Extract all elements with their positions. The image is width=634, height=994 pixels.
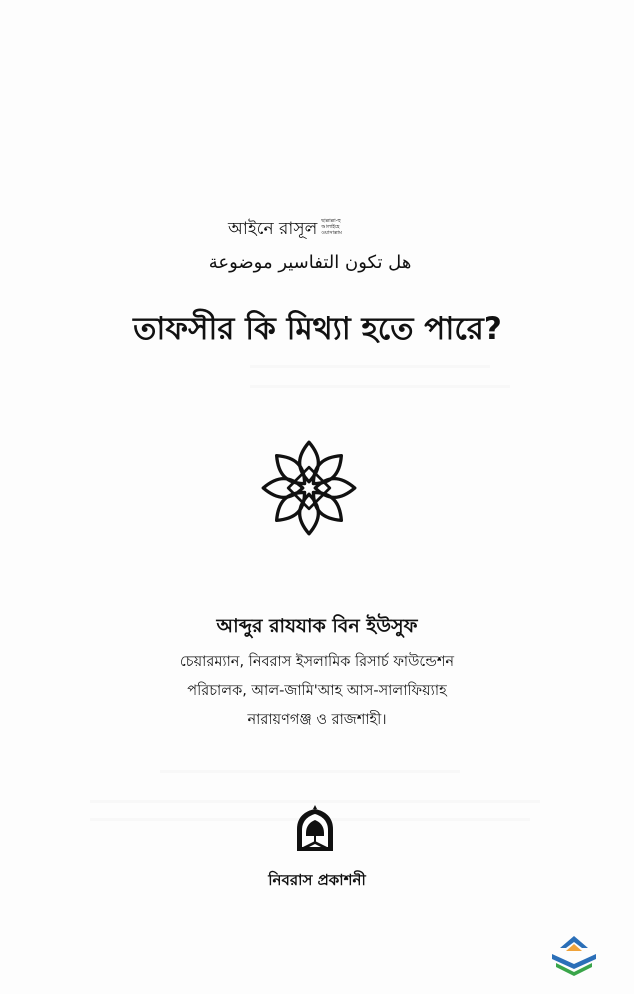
- author-position-line: পরিচালক, আল-জামি'আহ আস-সালাফিয়্যাহ: [187, 683, 447, 699]
- lotus-flower-icon: [257, 436, 361, 540]
- mosque-book-logo-icon: [291, 803, 339, 855]
- honorific-line: আলাইহে: [321, 224, 340, 230]
- book-title: তাফসীর কি মিথ্যা হতে পারে?: [133, 311, 502, 347]
- arabic-title: هل تكون التفاسير موضوعة: [208, 252, 412, 273]
- honorific-calligraphy: [321, 218, 361, 236]
- author-location-line: নারায়ণগঞ্জ ও রাজশাহী।: [247, 712, 387, 728]
- series-heading: [228, 218, 458, 242]
- author-name: আব্দুর রাযযাক বিন ইউসুফ: [216, 615, 418, 637]
- honorific-line: ছাল্লাল্লা-হু: [321, 218, 341, 224]
- author-position-line: চেয়ারম্যান, নিবরাস ইসলামিক রিসার্চ ফাউন্ডেশন: [179, 654, 455, 670]
- show-through-texture: [250, 365, 490, 368]
- publisher-name: নিবরাস প্রকাশনী: [268, 871, 366, 889]
- show-through-texture: [160, 770, 460, 773]
- honorific-line: ওয়াসাল্লাম: [321, 230, 342, 236]
- stacked-books-logo-icon: [548, 934, 600, 978]
- show-through-texture: [250, 385, 510, 388]
- series-name: আইনে রাসূল: [228, 219, 318, 239]
